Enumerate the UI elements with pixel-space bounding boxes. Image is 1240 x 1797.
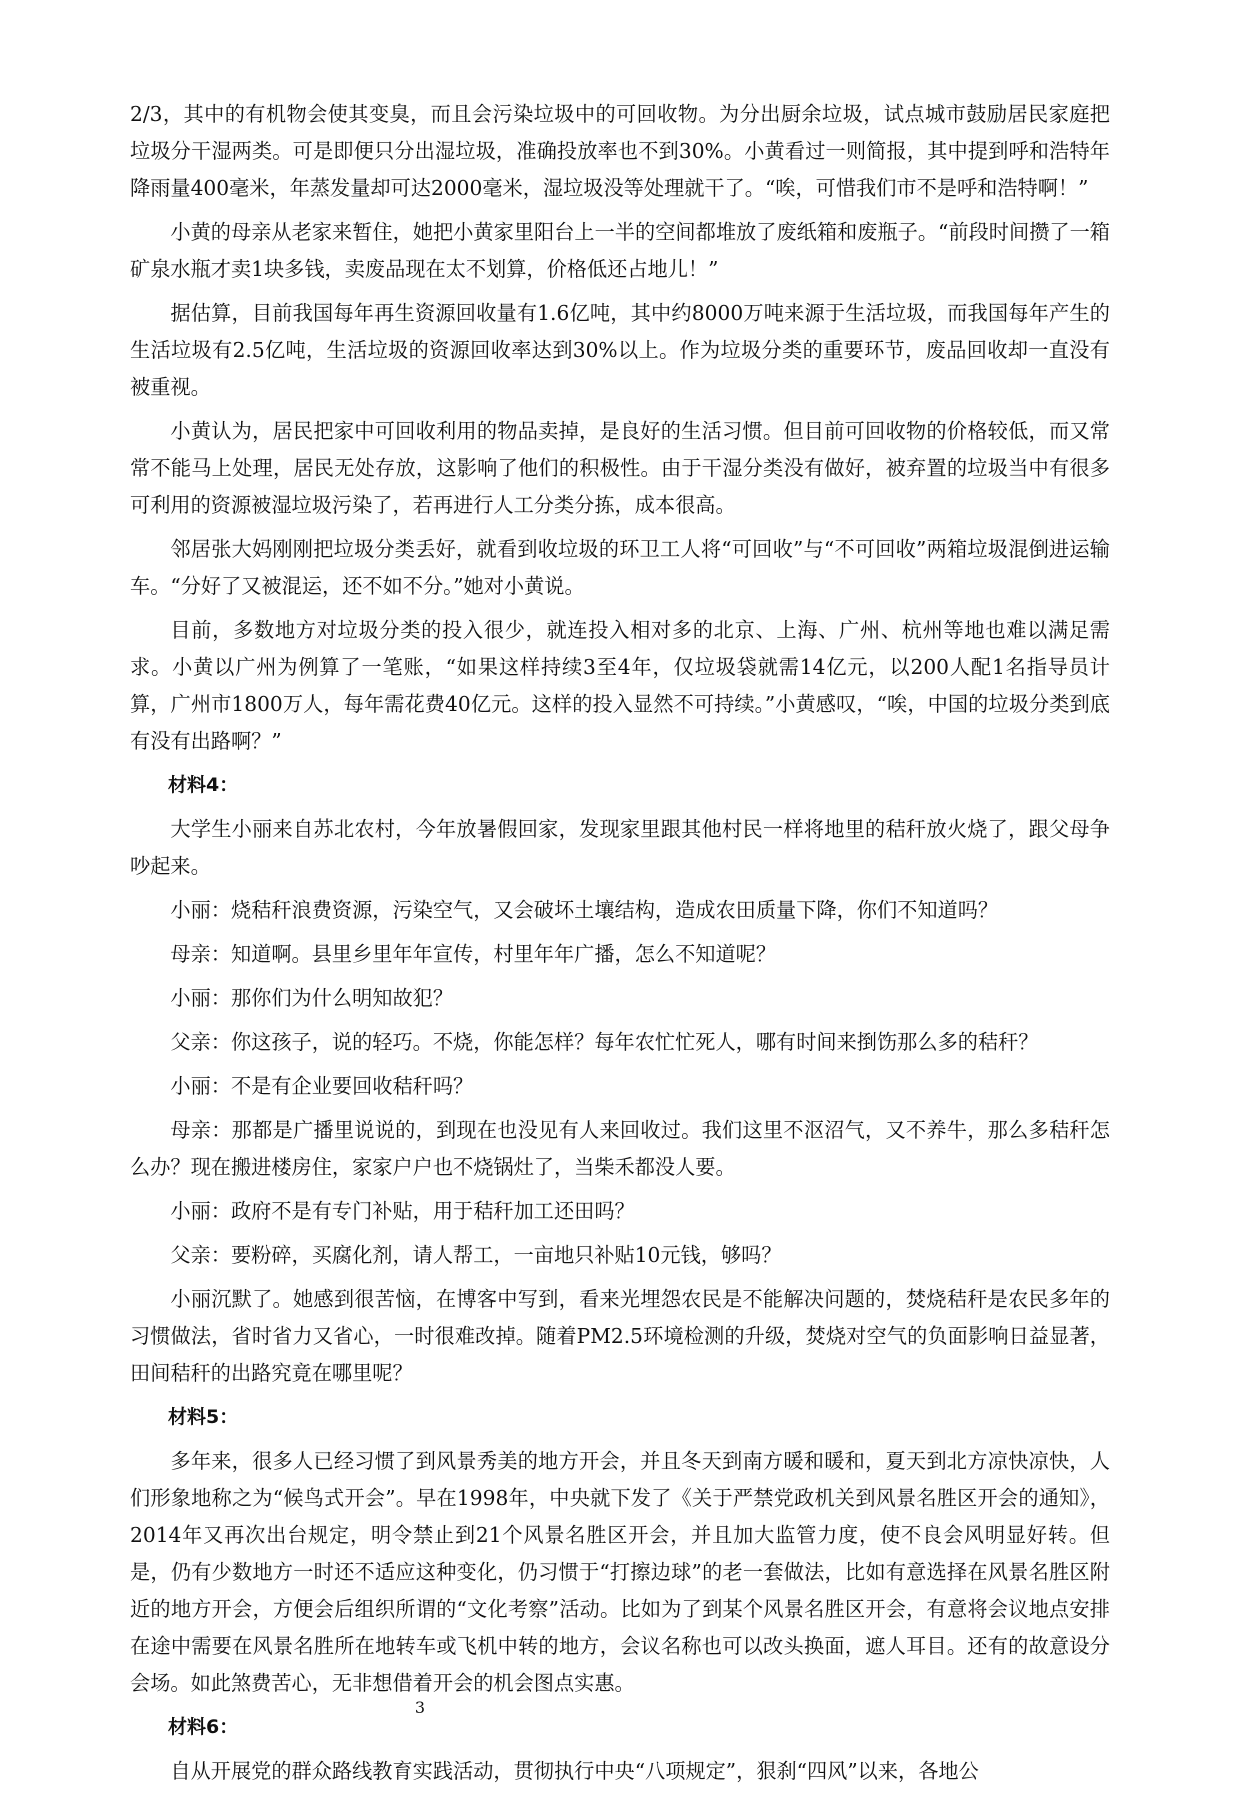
section-heading: 材料4： — [168, 774, 239, 796]
paragraph: 自从开展党的群众路线教育实践活动，贯彻执行中央“八项规定”，狠刹“四风”以来，各地公 — [170, 1759, 979, 1783]
paragraph: 父亲：你这孩子，说的轻巧。不烧，你能怎样？每年农忙忙死人，哪有时间来捯饬那么多的秸秆？ — [170, 1030, 1039, 1054]
paragraph: 小丽：政府不是有专门补贴，用于秸秆加工还田吗？ — [170, 1199, 635, 1223]
paragraph: 小丽：烧秸秆浪费资源，污染空气，又会破坏土壤结构，造成农田质量下降，你们不知道吗？ — [170, 898, 999, 922]
section-heading: 材料5： — [168, 1406, 239, 1428]
paragraph: 父亲：要粉碎，买腐化剂，请人帮工，一亩地只补贴10元钱，够吗？ — [170, 1243, 782, 1267]
document-page — [130, 96, 1110, 1797]
paragraph: 小丽：那你们为什么明知故犯？ — [170, 986, 454, 1010]
section-heading: 材料6： — [168, 1716, 239, 1738]
paragraph: 小丽沉默了。她感到很苦恼，在博客中写到，看来光埋怨农民是不能解决问题的，焚烧秸秆是农民多年的习惯做法，省时省力又省心，一时很难改掉。随着PM2.5环境检测的升级，焚烧对空气的负面影响日益显著，田间秸秆的出路究竟在哪里呢？ — [130, 1287, 1110, 1385]
paragraph: 小丽：不是有企业要回收秸秆吗？ — [170, 1074, 474, 1098]
page-number: 3 — [414, 1698, 426, 1717]
paragraph: 母亲：知道啊。县里乡里年年宣传，村里年年广播，怎么不知道呢？ — [170, 942, 777, 966]
paragraph: 据估算，目前我国每年再生资源回收量有1.6亿吨，其中约8000万吨来源于生活垃圾，而我国每年产生的生活垃圾有2.5亿吨，生活垃圾的资源回收率达到30%以上。作为垃圾分类的重要环节，废品回收却一直没有被重视。 — [130, 301, 1110, 399]
paragraph: 母亲：那都是广播里说说的，到现在也没见有人来回收过。我们这里不沤沼气，又不养牛，那么多秸秆怎么办？现在搬进楼房住，家家户户也不烧锅灶了，当柴禾都没人要。 — [130, 1118, 1110, 1179]
paragraph: 邻居张大妈刚刚把垃圾分类丢好，就看到收垃圾的环卫工人将“可回收”与“不可回收”两箱垃圾混倒进运输车。“分好了又被混运，还不如不分。”她对小黄说。 — [130, 537, 1110, 598]
paragraph: 小黄的母亲从老家来暂住，她把小黄家里阳台上一半的空间都堆放了废纸箱和废瓶子。“前段时间攒了一箱矿泉水瓶才卖1块多钱，卖废品现在太不划算，价格低还占地儿！” — [130, 220, 1110, 281]
paragraph: 小黄认为，居民把家中可回收利用的物品卖掉，是良好的生活习惯。但目前可回收物的价格较低，而又常常不能马上处理，居民无处存放，这影响了他们的积极性。由于干湿分类没有做好，被弃置的垃圾当中有很多可利用的资源被湿垃圾污染了，若再进行人工分类分拣，成本很高。 — [130, 419, 1110, 517]
paragraph: 2/3，其中的有机物会使其变臭，而且会污染垃圾中的可回收物。为分出厨余垃圾，试点城市鼓励居民家庭把垃圾分干湿两类。可是即便只分出湿垃圾，准确投放率也不到30%。小黄看过一则简报，其中提到呼和浩特年降雨量400毫米，年蒸发量却可达2000毫米，湿垃圾没等处理就干了。“唉，可惜我们市不是呼和浩特啊！” — [130, 102, 1110, 200]
paragraph: 多年来，很多人已经习惯了到风景秀美的地方开会，并且冬天到南方暖和暖和，夏天到北方凉快凉快，人们形象地称之为“候鸟式开会”。早在1998年，中央就下发了《关于严禁党政机关到风景名胜区开会的通知》，2014年又再次出台规定，明令禁止到21个风景名胜区开会，并且加大监管力度，使不良会风明显好转。但是，仍有少数地方一时还不适应这种变化，仍习惯于“打擦边球”的老一套做法，比如有意选择在风景名胜区附近的地方开会，方便会后组织所谓的“文化考察”活动。比如为了到某个风景名胜区开会，有意将会议地点安排在途中需要在风景名胜所在地转车或飞机中转的地方，会议名称也可以改头换面，遮人耳目。还有的故意设分会场。如此煞费苦心，无非想借着开会的机会图点实惠。 — [130, 1449, 1110, 1695]
paragraph: 目前，多数地方对垃圾分类的投入很少，就连投入相对多的北京、上海、广州、杭州等地也难以满足需求。小黄以广州为例算了一笔账，“如果这样持续3至4年，仅垃圾袋就需14亿元，以200人配1名指导员计算，广州市1800万人，每年需花费40亿元。这样的投入显然不可持续。”小黄感叹，“唉，中国的垃圾分类到底有没有出路啊？” — [130, 618, 1110, 753]
paragraph: 大学生小丽来自苏北农村，今年放暑假回家，发现家里跟其他村民一样将地里的秸秆放火烧了，跟父母争吵起来。 — [130, 817, 1110, 878]
